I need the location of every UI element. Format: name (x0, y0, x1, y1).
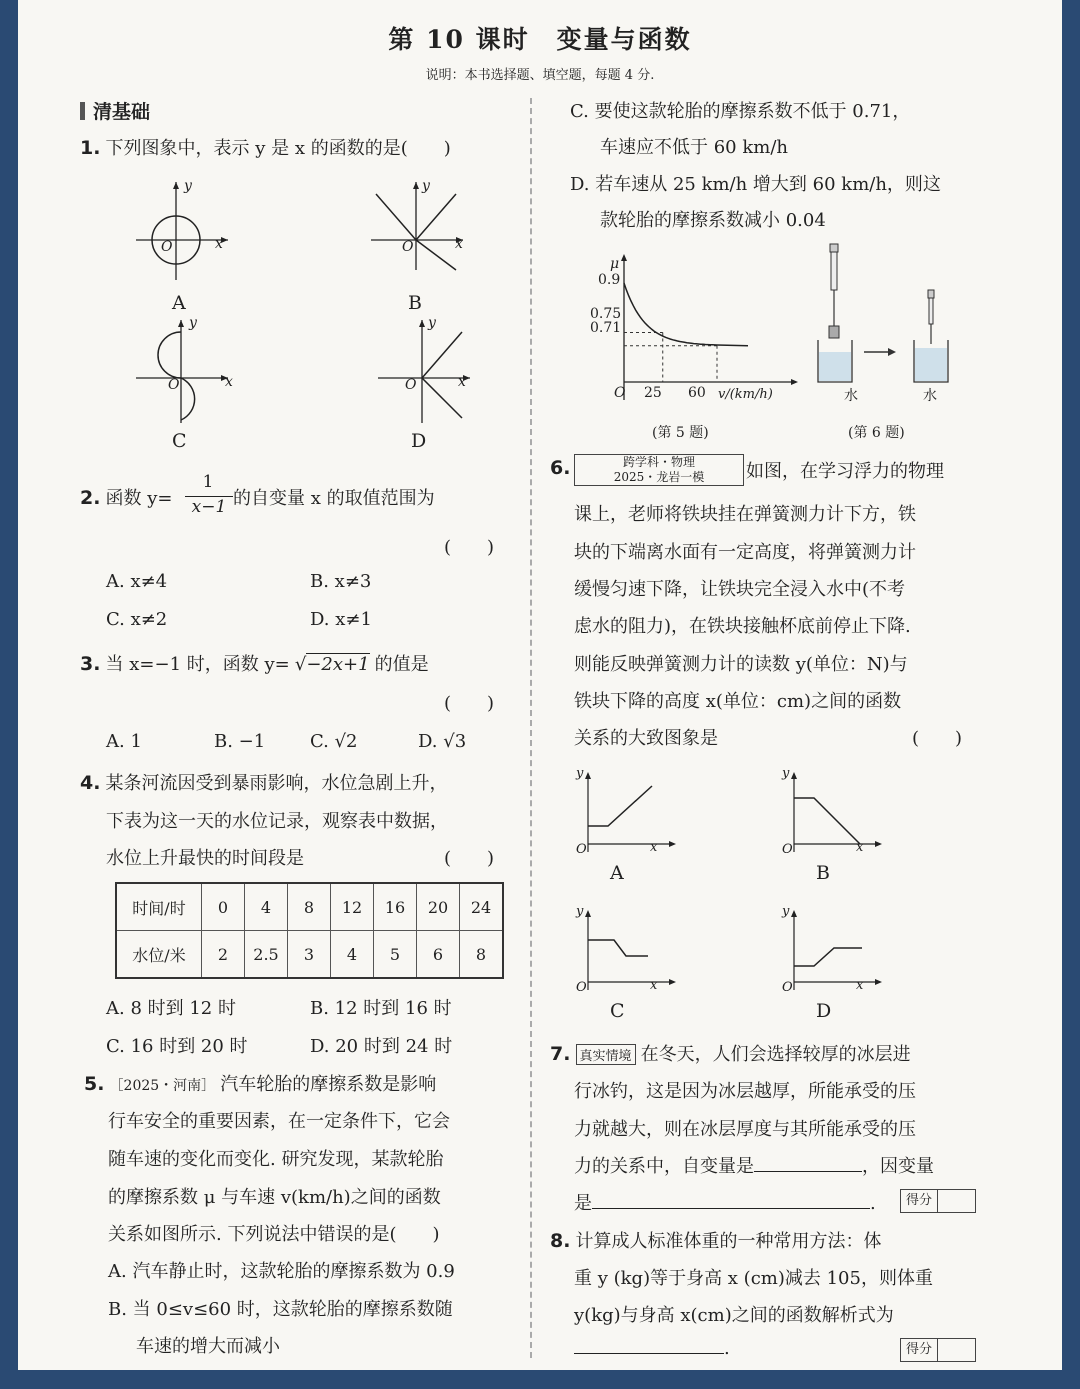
axis-x-label: x (225, 374, 233, 390)
question-text: 下列图象中，表示 y 是 x 的函数的是( ) (105, 138, 451, 159)
question-text-line: 行车安全的重要因素，在一定条件下，它会 (108, 1111, 450, 1132)
option-b: B. x≠3 (310, 571, 372, 592)
table-cell: 0 (202, 883, 245, 931)
question-text-line-5 (574, 1189, 876, 1215)
option-a: A. 1 (106, 731, 142, 752)
axis-origin-label: O (161, 239, 173, 255)
sqrt-expression: √−2x+1 (294, 654, 370, 675)
worksheet-page (18, 0, 1062, 1370)
q1-graph-c (136, 318, 236, 428)
option-c-continued: 车速应不低于 60 km/h (600, 137, 788, 158)
y-tick-label: 0.75 (590, 306, 622, 322)
answer-paren: ( ) (912, 728, 963, 749)
question-1 (80, 134, 451, 160)
graph-label-d: D (411, 430, 427, 452)
option-d-continued: 款轮胎的摩擦系数减小 0.04 (600, 210, 826, 231)
question-text-line: 则能反映弹簧测力计的读数 y(单位：N)与 (574, 654, 908, 675)
figure-caption: (第 6 题) (848, 425, 905, 441)
axis-x-label: x (215, 236, 223, 252)
table-cell: 8 (460, 931, 504, 979)
answer-blank-independent[interactable] (754, 1171, 862, 1172)
question-text-line: 的摩擦系数 μ 与车速 v(km/h)之间的函数 (108, 1187, 441, 1208)
question-text-line: 块的下端离水面有一定高度，将弹簧测力计 (574, 542, 916, 563)
answer-paren: ( ) (444, 537, 495, 558)
axis-y-label: y (576, 904, 584, 919)
question-number: 6. (550, 457, 571, 479)
axis-origin-label: O (576, 842, 587, 857)
context-tag: 真实情境 (576, 1044, 636, 1065)
question-text: 的值是 (374, 654, 429, 675)
question-text-line: 下表为这一天的水位记录，观察表中数据， (106, 811, 448, 832)
question-text-line: y(kg)与身高 x(cm)之间的函数解析式为 (574, 1305, 894, 1326)
question-text-line: 铁块下降的高度 x(单位：cm)之间的函数 (574, 691, 902, 712)
q6-graph-c (574, 906, 684, 996)
axis-origin-label: O (576, 980, 587, 995)
question-number: 2. (80, 487, 101, 509)
table-row (116, 931, 503, 979)
question-text-line: 水位上升最快的时间段是 (106, 848, 304, 869)
option-d: D. 20 时到 24 时 (310, 1036, 453, 1057)
question-4 (80, 769, 448, 795)
table-cell: 20 (417, 883, 460, 931)
x-axis-arrow (791, 379, 798, 385)
question-5 (84, 1070, 436, 1096)
table-cell: 24 (460, 883, 504, 931)
table-cell: 5 (374, 931, 417, 979)
graph-label-c: C (610, 1000, 625, 1022)
table-cell: 6 (417, 931, 460, 979)
option-d: D. x≠1 (310, 609, 372, 630)
option-d: D. √3 (418, 731, 467, 752)
tag-line: 跨学科・物理 (622, 455, 695, 469)
question-text: . (870, 1193, 876, 1214)
q6-graph-b (780, 768, 890, 858)
question-number: 4. (80, 772, 101, 794)
y-tick-label: 0.9 (598, 272, 621, 288)
x-tick-label: 60 (688, 385, 706, 401)
graph-label-a: A (610, 862, 624, 884)
option-d: D. 若车速从 25 km/h 增大到 60 km/h，则这 (570, 174, 941, 195)
q1-graph-a (136, 180, 236, 280)
axis-x-label: x (856, 978, 864, 993)
axis-y-label: y (428, 315, 436, 331)
question-number: 7. (550, 1043, 571, 1065)
option-c: C. √2 (310, 731, 358, 752)
option-b-continued: 车速的增大而减小 (136, 1336, 280, 1357)
question-3 (80, 650, 429, 676)
table-cell: 4 (245, 883, 288, 931)
x-axis-label: v/(km/h) (718, 387, 773, 402)
answer-paren: ( ) (444, 693, 495, 714)
score-label: 得分 (901, 1339, 938, 1361)
score-box[interactable] (900, 1189, 976, 1213)
q6-graph-d (780, 906, 890, 996)
question-text-line: 力就越大，则在冰层厚度与其所能承受的压 (574, 1119, 916, 1140)
table-cell: 4 (331, 931, 374, 979)
table-cell: 8 (288, 883, 331, 931)
answer-blank-dependent[interactable] (592, 1208, 870, 1209)
score-label: 得分 (901, 1190, 938, 1212)
y-axis-label: μ (610, 256, 620, 272)
table-cell: 16 (374, 883, 417, 931)
sqrt-radicand: −2x+1 (306, 654, 370, 675)
option-b: B. 12 时到 16 时 (310, 998, 452, 1019)
question-text-line: 缓慢匀速下降，让铁块完全浸入水中(不考 (574, 579, 906, 600)
question-text-line-4 (574, 1152, 934, 1178)
graph-label-b: B (408, 292, 422, 314)
question-text: 力的关系中，自变量是 (574, 1156, 754, 1177)
answer-paren: ( ) (444, 848, 495, 869)
beaker-label: 水 (844, 388, 858, 404)
axis-y-label: y (184, 178, 192, 194)
axis-x-label: x (650, 840, 658, 855)
question-text-line: 在冬天，人们会选择较厚的冰层进 (640, 1044, 911, 1065)
question-text: 函数 y= (105, 488, 173, 509)
axis-y-label: y (576, 766, 584, 781)
option-c: C. 16 时到 20 时 (106, 1036, 248, 1057)
water-level-table (115, 882, 504, 979)
graph-label-a: A (172, 292, 186, 314)
axis-y-label: y (782, 904, 790, 919)
y-axis-arrow (621, 254, 627, 261)
axis-origin-label: O (168, 377, 180, 393)
column-divider (530, 98, 532, 1358)
option-c: C. x≠2 (106, 609, 168, 630)
question-text-line: 计算成人标准体重的一种常用方法：体 (575, 1231, 882, 1252)
axis-x-label: x (856, 840, 864, 855)
axis-y-label: y (189, 315, 197, 331)
option-a: A. 汽车静止时，这款轮胎的摩擦系数为 0.9 (108, 1261, 455, 1282)
table-cell: 3 (288, 931, 331, 979)
answer-line (574, 1338, 730, 1359)
axis-y-label: y (422, 178, 430, 194)
page-note: 说明：本书选择题、填空题，每题 4 分. (425, 68, 655, 83)
question-number: 1. (80, 137, 101, 159)
source-tag: ［2025・河南］ (109, 1078, 216, 1094)
option-b: B. −1 (214, 731, 266, 752)
q6-graph-a (574, 768, 684, 858)
answer-blank-formula[interactable] (574, 1353, 724, 1354)
question-text-line: 重 y (kg)等于身高 x (cm)减去 105，则体重 (574, 1268, 933, 1289)
question-text: 的自变量 x 的取值范围为 (233, 488, 435, 509)
axis-x-label: x (455, 236, 463, 252)
table-header-cell: 水位/米 (116, 931, 202, 979)
table-cell: 2 (202, 931, 245, 979)
q1-graph-b (371, 180, 471, 280)
question-text-line: 随车速的变化而变化. 研究发现，某款轮胎 (108, 1149, 444, 1170)
section-heading: 清基础 (80, 97, 150, 124)
beaker-label: 水 (923, 388, 937, 404)
question-text-line: 某条河流因受到暴雨影响，水位急剧上升， (105, 773, 448, 794)
axis-y-label: y (782, 766, 790, 781)
y-tick-label: 0.71 (590, 320, 622, 336)
q6-spring-scale-figure (808, 240, 968, 410)
axis-origin-label: O (402, 239, 414, 255)
q1-graph-d (378, 318, 478, 428)
option-b: B. 当 0≤v≤60 时，这款轮胎的摩擦系数随 (108, 1299, 453, 1320)
score-box[interactable] (900, 1338, 976, 1362)
question-text-line: 汽车轮胎的摩擦系数是影响 (220, 1074, 437, 1095)
question-8 (550, 1227, 882, 1253)
question-text: 当 x=−1 时，函数 y= (105, 654, 290, 675)
option-a: A. x≠4 (106, 571, 168, 592)
tag-line: 2025・龙岩一模 (613, 470, 705, 484)
question-number: 8. (550, 1230, 571, 1252)
option-a: A. 8 时到 12 时 (106, 998, 236, 1019)
question-text-line: 行冰钓，这是因为冰层越厚，所能承受的压 (574, 1081, 916, 1102)
origin-label: O (614, 385, 626, 401)
friction-curve (624, 283, 748, 346)
axis-origin-label: O (782, 980, 793, 995)
subject-tag (574, 454, 744, 486)
axis-origin-label: O (405, 377, 417, 393)
x-tick-label: 25 (644, 385, 662, 401)
fraction-numerator: 1 (202, 472, 214, 492)
question-7 (550, 1040, 911, 1066)
graph-label-d: D (816, 1000, 832, 1022)
axis-x-label: x (458, 374, 466, 390)
question-text-line: 关系的大致图象是 (574, 728, 718, 749)
page-title: 第 10 课时 变量与函数 (388, 25, 692, 54)
graph-label-c: C (172, 430, 187, 452)
figure-caption: (第 5 题) (652, 425, 709, 441)
axis-origin-label: O (782, 842, 793, 857)
question-text: . (724, 1338, 730, 1359)
question-number: 3. (80, 653, 101, 675)
option-c: C. 要使这款轮胎的摩擦系数不低于 0.71， (570, 101, 911, 122)
question-text-line: 关系如图所示. 下列说法中错误的是( ) (108, 1224, 440, 1245)
question-text-line: 虑水的阻力)，在铁块接触杯底前停止下降. (574, 616, 911, 637)
table-cell: 2.5 (245, 931, 288, 979)
question-2 (80, 484, 173, 510)
table-row (116, 883, 503, 931)
question-number: 5. (84, 1073, 105, 1095)
question-text-line: 如图，在学习浮力的物理 (746, 461, 944, 482)
graph-label-b: B (816, 862, 830, 884)
table-header-cell: 时间/时 (116, 883, 202, 931)
question-text: ，因变量 (862, 1156, 934, 1177)
question-text: 是 (574, 1193, 592, 1214)
axis-x-label: x (650, 978, 658, 993)
question-text-line: 课上，老师将铁块挂在弹簧测力计下方，铁 (574, 504, 916, 525)
fraction-denominator: x−1 (191, 497, 227, 517)
table-cell: 12 (331, 883, 374, 931)
